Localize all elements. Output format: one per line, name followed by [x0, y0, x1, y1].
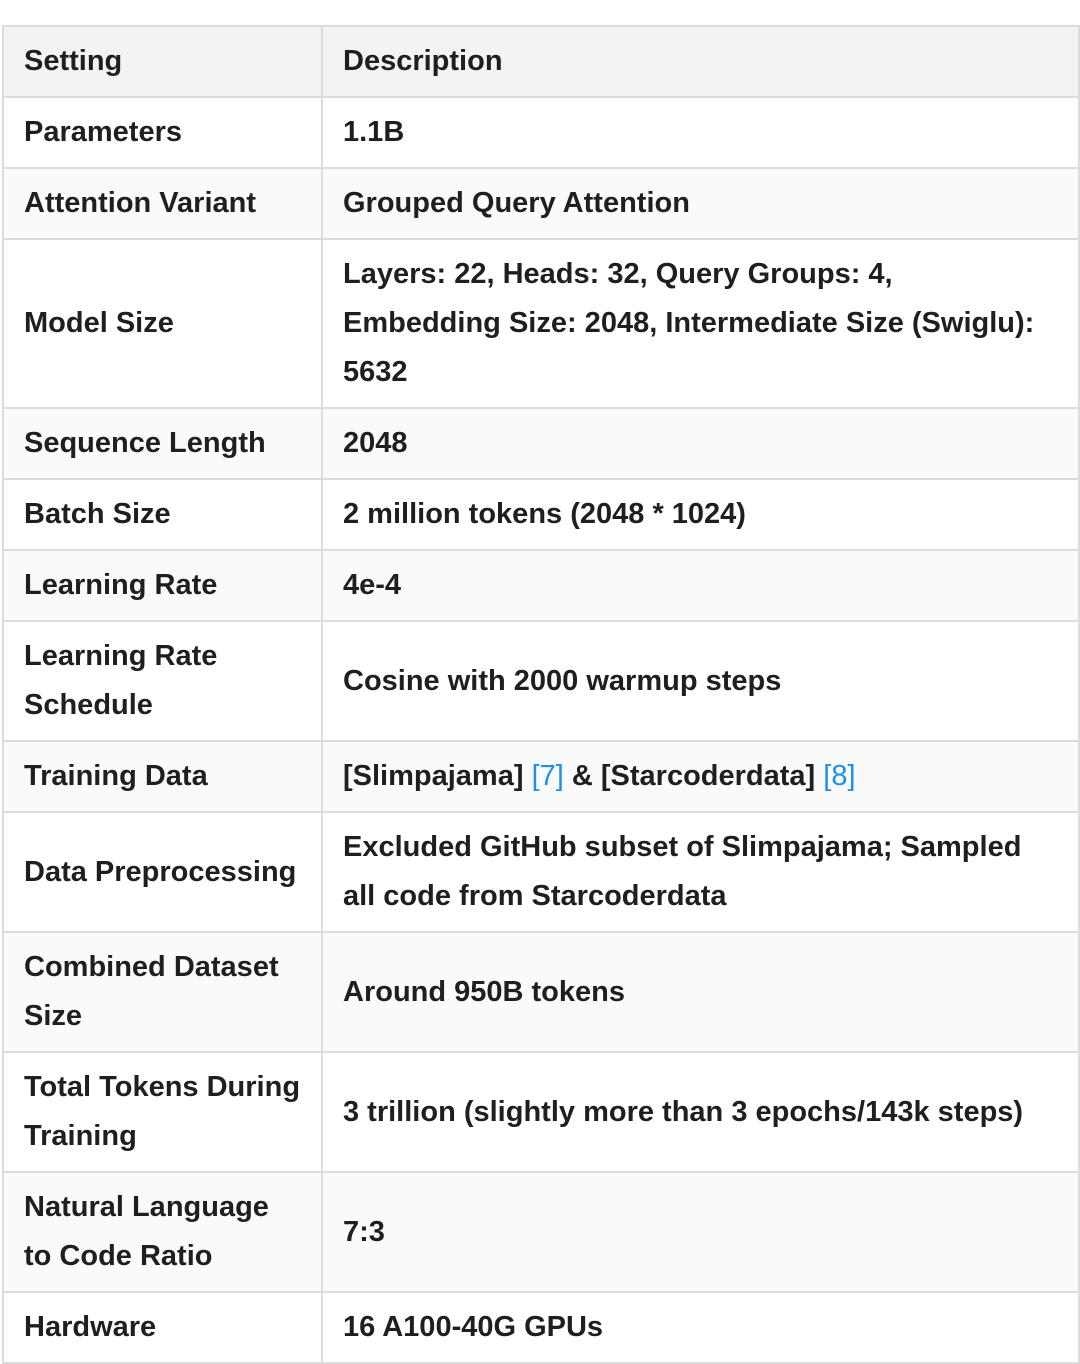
- table-row: [3, 932, 1079, 1052]
- setting-cell: Parameters: [3, 97, 322, 168]
- description-cell: Layers: 22, Heads: 32, Query Groups: 4, Embedding Size: 2048, Intermediate Size (Swiglu): 5632: [322, 239, 1079, 408]
- setting-cell: Learning Rate: [3, 550, 322, 621]
- setting-cell: Hardware: [3, 1292, 322, 1363]
- description-cell: 3 trillion (slightly more than 3 epochs/143k steps): [322, 1052, 1079, 1172]
- description-cell: Grouped Query Attention: [322, 168, 1079, 239]
- table-row: [3, 621, 1079, 741]
- table-row: [3, 812, 1079, 932]
- header-setting: Setting: [3, 26, 322, 97]
- setting-cell: Natural Language to Code Ratio: [3, 1172, 322, 1292]
- description-cell: Around 950B tokens: [322, 932, 1079, 1052]
- table-row: [3, 1172, 1079, 1292]
- setting-cell: Learning Rate Schedule: [3, 621, 322, 741]
- dataset-slimpajama: [Slimpajama]: [343, 760, 524, 792]
- description-cell: Cosine with 2000 warmup steps: [322, 621, 1079, 741]
- model-config-table: [2, 25, 1080, 1364]
- description-cell: 7:3: [322, 1172, 1079, 1292]
- description-cell: Excluded GitHub subset of Slimpajama; Sampled all code from Starcoderdata: [322, 812, 1079, 932]
- description-cell: 1.1B: [322, 97, 1079, 168]
- setting-cell: Total Tokens During Training: [3, 1052, 322, 1172]
- setting-cell: Data Preprocessing: [3, 812, 322, 932]
- setting-cell: Sequence Length: [3, 408, 322, 479]
- table-row: [3, 1292, 1079, 1363]
- description-cell: 2 million tokens (2048 * 1024): [322, 479, 1079, 550]
- table-row: [3, 1052, 1079, 1172]
- description-cell: 2048: [322, 408, 1079, 479]
- description-cell: [322, 741, 1079, 812]
- setting-cell: Training Data: [3, 741, 322, 812]
- table-row: [3, 97, 1079, 168]
- setting-cell: Combined Dataset Size: [3, 932, 322, 1052]
- reference-link-7[interactable]: [7]: [531, 760, 564, 792]
- table-row: [3, 479, 1079, 550]
- table-header-row: [3, 26, 1079, 97]
- table-row: [3, 168, 1079, 239]
- description-cell: 4e-4: [322, 550, 1079, 621]
- table-row: [3, 408, 1079, 479]
- setting-cell: Model Size: [3, 239, 322, 408]
- setting-cell: Batch Size: [3, 479, 322, 550]
- setting-cell: Attention Variant: [3, 168, 322, 239]
- description-cell: 16 A100-40G GPUs: [322, 1292, 1079, 1363]
- reference-link-8[interactable]: [8]: [823, 760, 856, 792]
- table-row: [3, 550, 1079, 621]
- dataset-starcoderdata: & [Starcoderdata]: [571, 760, 816, 792]
- table-row: [3, 239, 1079, 408]
- table-row: [3, 741, 1079, 812]
- header-description: Description: [322, 26, 1079, 97]
